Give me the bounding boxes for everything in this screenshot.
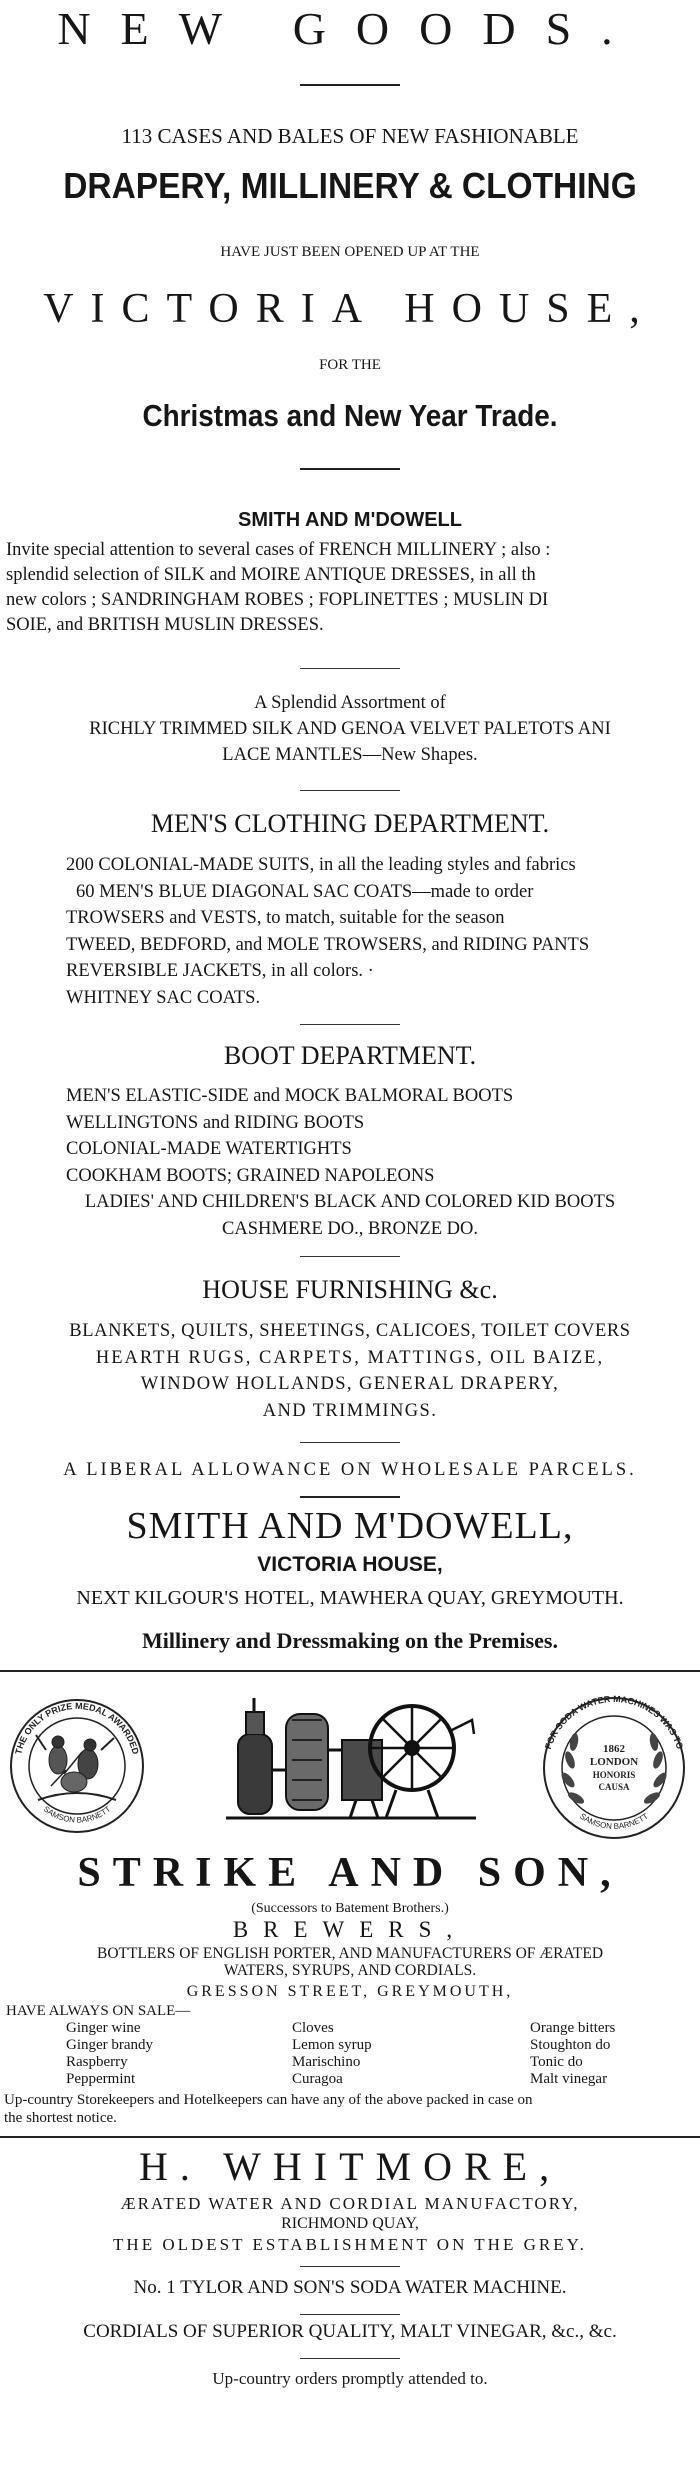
- divider: [300, 668, 400, 669]
- bottlers-line: BOTTLERS OF ENGLISH PORTER, AND MANUFACTURERS OF ÆRATED: [96, 1945, 604, 1962]
- opened-line: HAVE JUST BEEN OPENED UP AT THE: [220, 244, 480, 260]
- footer-firm-name: SMITH AND M'DOWELL,: [126, 1505, 574, 1547]
- boot-item: COOKHAM BOOTS; GRAINED NAPOLEONS: [66, 1165, 435, 1186]
- millinery-line: Millinery and Dressmaking on the Premises.: [142, 1628, 558, 1653]
- sale-column-1: [66, 2020, 266, 2088]
- whitmore-line-3: THE OLDEST ESTABLISHMENT ON THE GREY.: [113, 2235, 587, 2254]
- bottlers-paragraph: [0, 1945, 700, 1979]
- gresson-address: GRESSON STREET, GREYMOUTH,: [186, 1983, 514, 2000]
- successors-line: (Successors to Batement Brothers.): [251, 1901, 449, 1916]
- sale-item: Orange bitters: [530, 2020, 616, 2036]
- victoria-house-heading: VICTORIA HOUSE,: [43, 286, 657, 332]
- divider: [300, 84, 400, 86]
- boot-heading: BOOT DEPARTMENT.: [223, 1041, 477, 1070]
- divider: [300, 2314, 400, 2315]
- strike-and-son-heading: STRIKE AND SON,: [77, 1850, 623, 1896]
- brewers-heading: BREWERS,: [232, 1917, 468, 1942]
- sale-item: Curagoa: [292, 2071, 343, 2087]
- upcountry-line: Up-country Storekeepers and Hotelkeepers can have any of the above packed in case on: [4, 2092, 533, 2108]
- whitmore-line-5: CORDIALS OF SUPERIOR QUALITY, MALT VINEGAR, &c., &c.: [83, 2321, 617, 2342]
- mens-item: TROWSERS and VESTS, to match, suitable for the season: [66, 908, 505, 928]
- divider: [300, 1496, 400, 1498]
- medal-left-engraving: [6, 1690, 148, 1838]
- assortment-line: RICHLY TRIMMED SILK AND GENOA VELVET PALETOTS ANI: [89, 719, 611, 739]
- boot-item: LADIES' AND CHILDREN'S BLACK AND COLORED KID BOOTS: [84, 1192, 616, 1212]
- house-item: BLANKETS, QUILTS, SHEETINGS, CALICOES, TOILET COVERS: [69, 1321, 631, 1341]
- drapery-line: DRAPERY, MILLINERY & CLOTHING: [63, 166, 637, 206]
- assortment-line: LACE MANTLES—New Shapes.: [222, 745, 478, 765]
- house-heading: HOUSE FURNISHING &c.: [202, 1275, 498, 1304]
- boot-item: COLONIAL-MADE WATERTIGHTS: [66, 1139, 352, 1159]
- whitmore-line-6: Up-country orders promptly attended to.: [212, 2369, 488, 2388]
- boot-list: [0, 1083, 700, 1242]
- divider: [300, 790, 400, 791]
- for-the-line: FOR THE: [319, 357, 381, 373]
- assortment-paragraph: [0, 690, 700, 768]
- christmas-line: Christmas and New Year Trade.: [142, 398, 558, 433]
- medal-right-top-text: FOR SODA WATER MACHINES WAS TO: [542, 1693, 686, 1751]
- sale-item: Tonic do: [530, 2054, 583, 2070]
- medal-rim: [11, 1700, 143, 1832]
- divider: [300, 1024, 400, 1025]
- sale-item: Malt vinegar: [530, 2071, 608, 2087]
- house-item: AND TRIMMINGS.: [262, 1400, 438, 1421]
- medal-inner-rim: [562, 1716, 666, 1820]
- mens-list: [66, 852, 700, 1011]
- house-item: WINDOW HOLLANDS, GENERAL DRAPERY,: [140, 1374, 560, 1394]
- sale-item: Marischino: [292, 2054, 361, 2070]
- medal-left-top-text: THE ONLY PRIZE MEDAL AWARDED: [13, 1700, 141, 1756]
- divider: [300, 1442, 400, 1443]
- upcountry-paragraph: [4, 2091, 700, 2127]
- sale-item: Cloves: [292, 2020, 334, 2036]
- medal-right-center-line: CAUSA: [598, 1782, 630, 1792]
- medal-right-center-line: 1862: [603, 1743, 625, 1755]
- invite-line: Invite special attention to several cases of FRENCH MILLINERY ; also :: [6, 540, 551, 560]
- divider: [300, 1256, 400, 1257]
- svg-text:FOR SODA WATER MACHINES WAS TO: [543, 1694, 685, 1751]
- liberal-allowance-line: A LIBERAL ALLOWANCE ON WHOLESALE PARCELS.: [63, 1460, 637, 1480]
- boot-item: CASHMERE DO., BRONZE DO.: [222, 1218, 478, 1239]
- figures-scene-icon: [36, 1735, 116, 1800]
- house-list: [0, 1318, 700, 1424]
- divider: [300, 2266, 400, 2267]
- ad-separator: [0, 1670, 700, 1672]
- medal-right-center-line: LONDON: [589, 1756, 639, 1768]
- mens-item: WHITNEY SAC COATS.: [66, 987, 261, 1008]
- cases-line: 113 CASES AND BALES OF NEW FASHIONABLE: [121, 124, 579, 148]
- medal-left-bottom-text: SAMSON BARNETT: [41, 1804, 113, 1825]
- invite-line: splendid selection of SILK and MOIRE ANTIQUE DRESSES, in all th: [6, 565, 536, 585]
- medal-right-bottom-text: SAMSON BARNETT: [578, 1811, 650, 1831]
- sale-item: Ginger wine: [66, 2020, 141, 2036]
- soda-machine-icon: [226, 1698, 476, 1818]
- new-goods-heading: NEW GOODS.: [57, 4, 643, 54]
- sale-item: Lemon syrup: [292, 2037, 372, 2053]
- mens-item: 200 COLONIAL-MADE SUITS, in all the leading styles and fabrics: [66, 855, 576, 875]
- svg-text:SAMSON BARNETT: [578, 1812, 650, 1831]
- invite-line: SOIE, and BRITISH MUSLIN DRESSES.: [6, 615, 324, 635]
- divider: [300, 2358, 400, 2359]
- mens-item: 60 MEN'S BLUE DIAGONAL SAC COATS—made to order: [76, 881, 534, 902]
- medal-inner-rim: [29, 1718, 125, 1814]
- medal-right-center-line: HONORIS: [592, 1770, 636, 1780]
- whitmore-line-4: No. 1 TYLOR AND SON'S SODA WATER MACHINE.: [133, 2277, 567, 2298]
- assortment-line: A Splendid Assortment of: [254, 693, 446, 713]
- whitmore-heading: H. WHITMORE,: [138, 2144, 562, 2189]
- sale-item: Stoughton do: [530, 2037, 611, 2053]
- ad-separator: [0, 2136, 700, 2138]
- mens-item: TWEED, BEDFORD, and MOLE TROWSERS, and RIDING PANTS: [66, 934, 590, 955]
- sale-item: Peppermint: [66, 2071, 136, 2087]
- sale-column-3: [530, 2020, 700, 2088]
- footer-address: NEXT KILGOUR'S HOTEL, MAWHERA QUAY, GREYMOUTH.: [76, 1587, 624, 1609]
- sale-heading: HAVE ALWAYS ON SALE—: [6, 2003, 191, 2019]
- boot-item: WELLINGTONS and RIDING BOOTS: [66, 1112, 365, 1133]
- sale-item: Raspberry: [66, 2054, 128, 2070]
- whitmore-line-2: RICHMOND QUAY,: [281, 2215, 419, 2232]
- invite-line: new colors ; SANDRINGHAM ROBES ; FOPLINETTES ; MUSLIN DI: [6, 590, 549, 610]
- mens-item: REVERSIBLE JACKETS, in all colors. ·: [66, 961, 374, 981]
- firm-name: SMITH AND M'DOWELL: [238, 509, 462, 531]
- bottlers-line: WATERS, SYRUPS, AND CORDIALS.: [223, 1962, 477, 1979]
- sale-column-2: [292, 2020, 492, 2088]
- upcountry-line: the shortest notice.: [4, 2110, 117, 2126]
- invite-paragraph: [6, 538, 700, 638]
- footer-victoria-house: VICTORIA HOUSE,: [257, 1553, 443, 1576]
- boot-item: MEN'S ELASTIC-SIDE and MOCK BALMORAL BOOTS: [66, 1086, 514, 1106]
- sale-item: Ginger brandy: [66, 2037, 154, 2053]
- soda-machine-engraving: [216, 1690, 486, 1838]
- medal-right-engraving: [534, 1690, 694, 1840]
- divider: [300, 468, 400, 470]
- mens-heading: MEN'S CLOTHING DEPARTMENT.: [150, 809, 550, 838]
- whitmore-line-1: ÆRATED WATER AND CORDIAL MANUFACTORY,: [120, 2194, 580, 2213]
- house-item: HEARTH RUGS, CARPETS, MATTINGS, OIL BAIZE,: [95, 1347, 605, 1368]
